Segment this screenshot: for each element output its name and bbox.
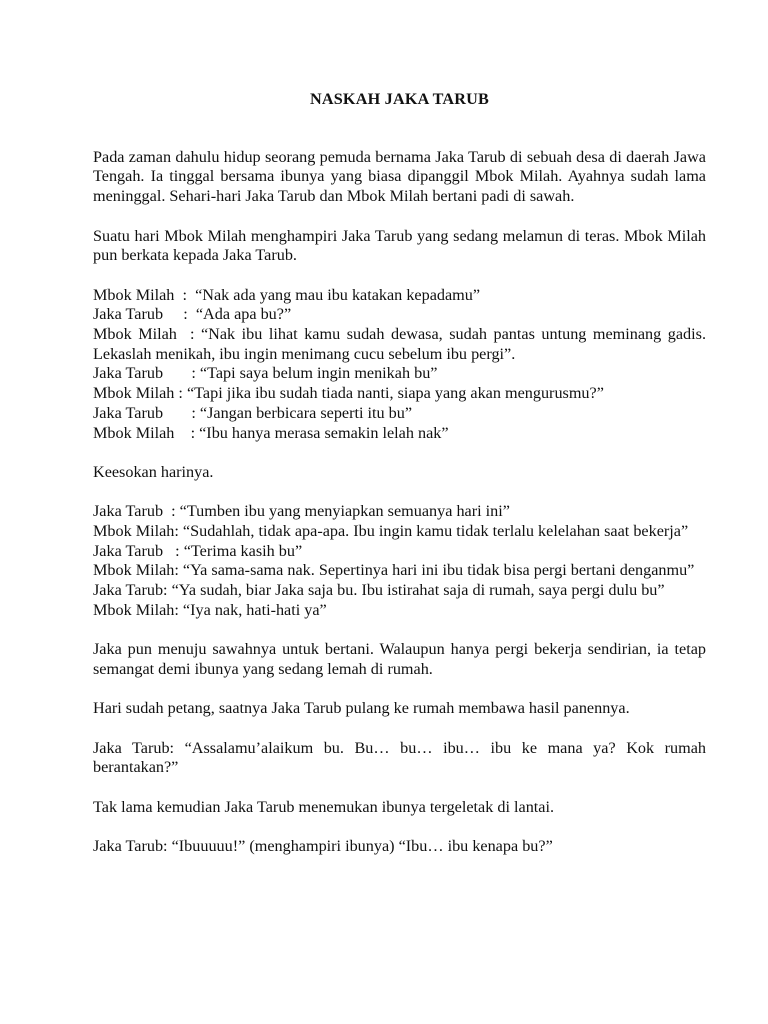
document-page [93,90,711,877]
paragraph-arrival: Jaka Tarub: “Assalamu’alaikum bu. Bu… bu… ibu… ibu ke mana ya? Kok rumah berantakan?” [93,738,706,777]
dialogue-line: Mbok Milah: “Iya nak, hati-hati ya” [93,600,327,619]
paragraph-intro: Pada zaman dahulu hidup seorang pemuda bernama Jaka Tarub di sebuah desa di daerah Jawa Tengah. Ia tinggal bersama ibunya yang biasa dipanggil Mbok Milah. Ayahnya sudah lama meninggal. Sehari-hari Jaka Tarub dan Mbok Milah bertani padi di sawah. [93,147,706,206]
dialogue-line: Mbok Milah: “Ya sama-sama nak. Sepertinya hari ini ibu tidak bisa pergi bertani denganmu” [93,561,695,580]
dialogue-line: Mbok Milah : “Tapi jika ibu sudah tiada nanti, siapa yang akan mengurusmu?” [93,384,604,403]
dialogue-line: Jaka Tarub: “Ya sudah, biar Jaka saja bu. Ibu istirahat saja di rumah, saya pergi dulu bu” [93,581,665,600]
document-title: NASKAH JAKA TARUB [309,90,490,108]
paragraph-discovery: Tak lama kemudian Jaka Tarub menemukan ibunya tergeletak di lantai. [93,797,555,816]
paragraph-evening: Hari sudah petang, saatnya Jaka Tarub pulang ke rumah membawa hasil panennya. [93,699,630,718]
dialogue-block-2 [93,502,706,620]
paragraph-scene-1: Suatu hari Mbok Milah menghampiri Jaka Tarub yang sedang melamun di teras. Mbok Milah pun berkata kepada Jaka Tarub. [93,226,706,265]
dialogue-line: Mbok Milah : “Nak ada yang mau ibu katakan kepadamu” [93,285,481,304]
dialogue-line: Mbok Milah : “Ibu hanya merasa semakin lelah nak” [93,423,449,442]
dialogue-line: Mbok Milah : “Nak ibu lihat kamu sudah dewasa, sudah pantas untung meminang gadis. Lekaslah menikah, ibu ingin menimang cucu sebelum ibu pergi”. [93,325,711,363]
dialogue-line: Jaka Tarub : “Jangan berbicara seperti itu bu” [93,403,413,422]
dialogue-line: Jaka Tarub : “Tumben ibu yang menyiapkan semuanya hari ini” [93,502,510,521]
dialogue-line: Mbok Milah: “Sudahlah, tidak apa-apa. Ibu ingin kamu tidak terlalu kelelahan saat bekerja” [93,522,689,540]
dialogue-block-1 [93,285,711,444]
paragraph-to-field: Jaka pun menuju sawahnya untuk bertani. Walaupun hanya pergi bekerja sendirian, ia tetap semangat demi ibunya yang sedang lemah di rumah. [93,640,706,678]
dialogue-line: Jaka Tarub : “Tapi saya belum ingin menikah bu” [93,364,438,383]
dialogue-line: Jaka Tarub : “Terima kasih bu” [93,541,303,560]
dialogue-line: Jaka Tarub : “Ada apa bu?” [93,305,292,324]
paragraph-cry: Jaka Tarub: “Ibuuuuu!” (menghampiri ibunya) “Ibu… ibu kenapa bu?” [93,837,553,856]
paragraph-next-day: Keesokan harinya. [93,462,214,481]
